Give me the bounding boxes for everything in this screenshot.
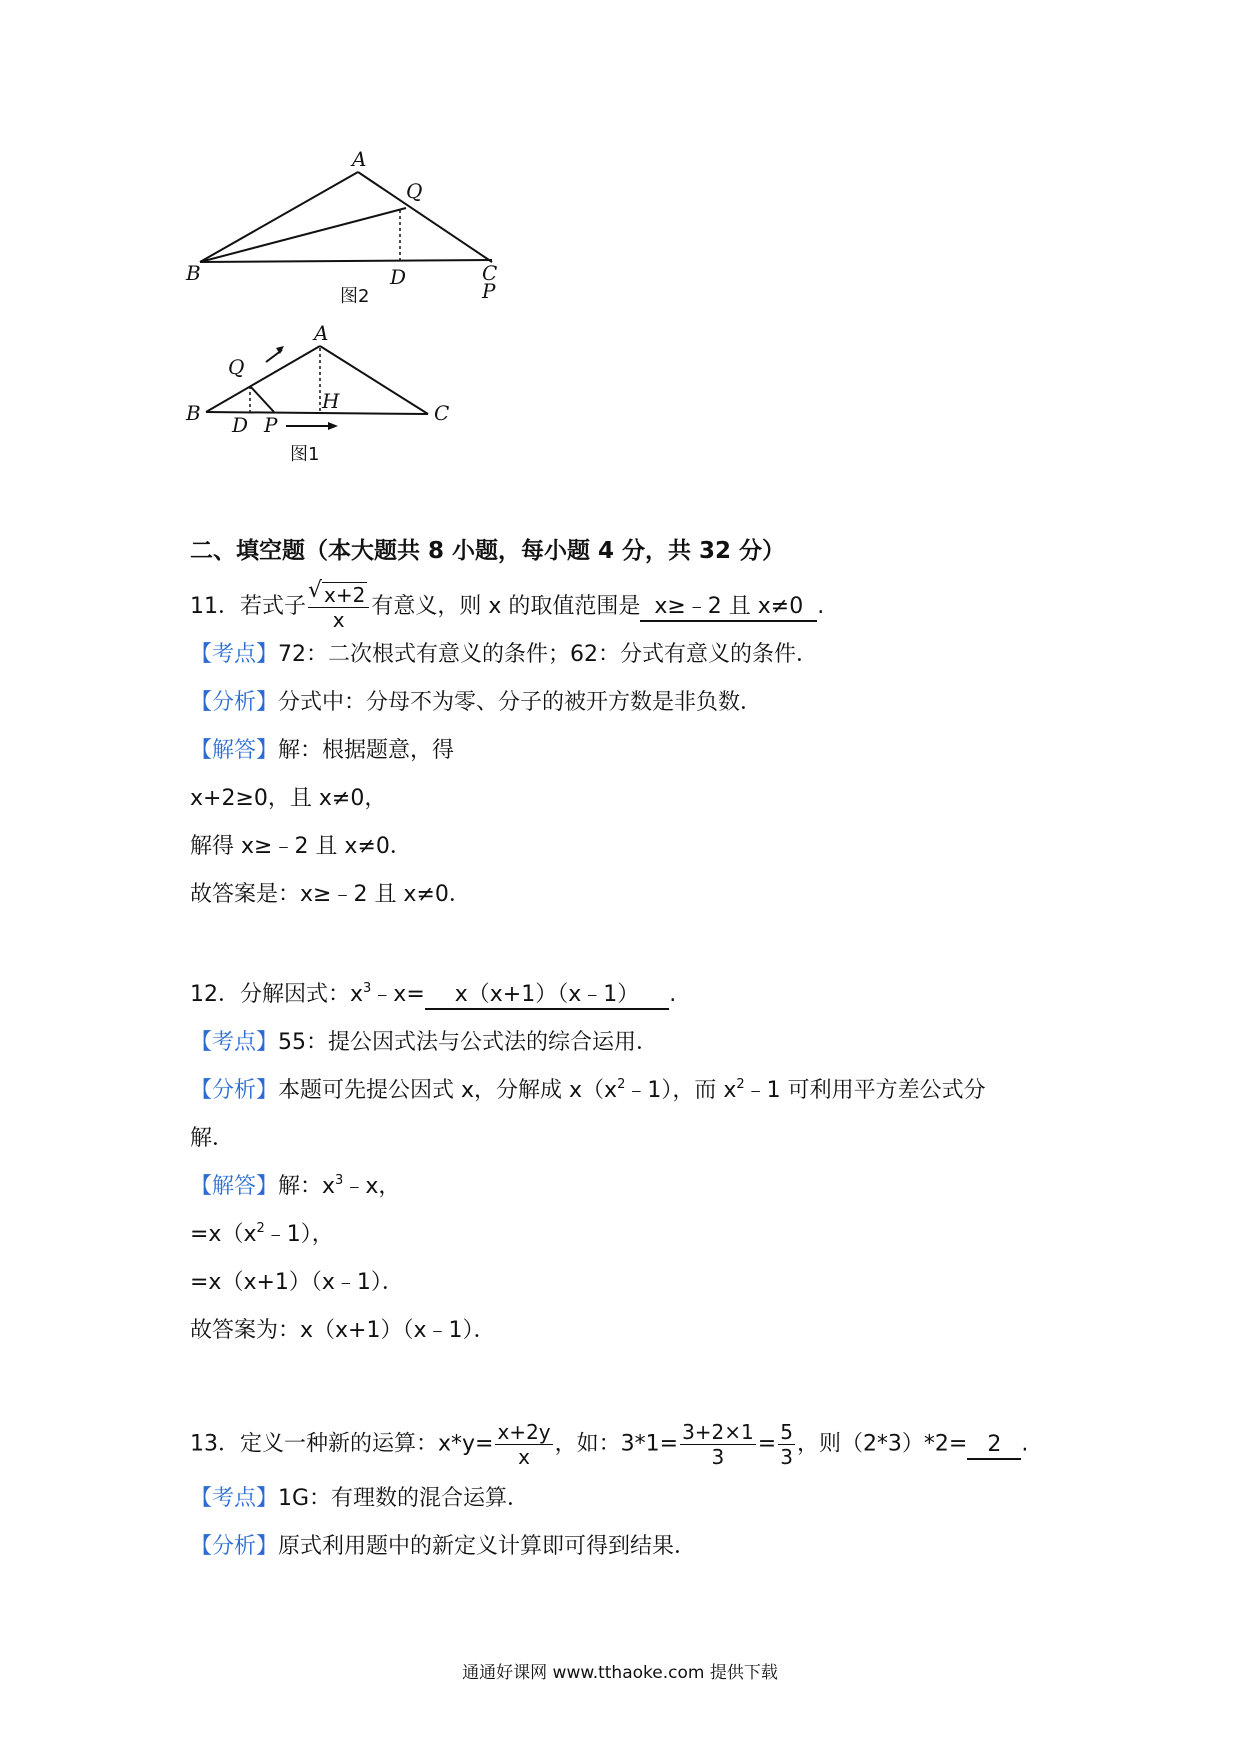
q12-final: 故答案为：x（x+1）（x﹣1）．	[190, 1318, 496, 1343]
label-c: C	[434, 401, 450, 425]
q13-mid2: =	[757, 1431, 777, 1457]
q12-fenxi-a: 本题可先提公因式 x，分解成 x（x	[278, 1078, 618, 1103]
q12-jieda-a: 解：x	[278, 1174, 336, 1199]
q13-end: .	[1021, 1431, 1029, 1457]
q12-question	[190, 980, 676, 1010]
q12-step1	[190, 1220, 334, 1250]
q13-result-fraction	[778, 1420, 795, 1469]
label-p: P	[264, 413, 278, 437]
q13-kaodian-text: 1G：有理数的混合运算．	[278, 1486, 530, 1511]
q12-jieda	[190, 1172, 400, 1202]
q12-step1-b: ﹣1），	[264, 1222, 334, 1247]
q12-kaodian-text: 55：提公因式法与公式法的综合运用．	[278, 1030, 659, 1055]
kaodian-tag: 【考点】	[190, 642, 279, 667]
label-q: Q	[228, 355, 245, 379]
q12-step1-sup: 2	[256, 1221, 265, 1236]
q12-jieda-b: ﹣x，	[343, 1174, 401, 1199]
jieda-tag: 【解答】	[190, 738, 279, 763]
q13-mid1: ，如：3*1=	[554, 1431, 679, 1457]
q11-question	[190, 582, 824, 632]
label-d: D	[390, 265, 407, 289]
label-b: B	[186, 401, 201, 425]
q13-res-num: 5	[780, 1420, 793, 1444]
q11-kaodian	[190, 640, 818, 670]
q13-def-num: x+2y	[497, 1420, 551, 1444]
q11-jieda-text: 解：根据题意，得	[278, 738, 455, 763]
q13-ex-den: 3	[711, 1445, 725, 1469]
q13-prefix: 13．定义一种新的运算：x*y=	[190, 1431, 494, 1457]
kaodian-tag: 【考点】	[190, 1486, 279, 1511]
q13-def-fraction	[495, 1420, 552, 1469]
label-b: B	[186, 261, 201, 285]
q11-step1: x+2≥0，且 x≠0，	[190, 786, 387, 811]
q12-sup: 3	[363, 981, 372, 996]
section-heading: 二、填空题（本大题共 8 小题，每小题 4 分，共 32 分）	[190, 538, 786, 564]
q13-fenxi-text: 原式利用题中的新定义计算即可得到结果．	[278, 1534, 697, 1559]
q12-step2: =x（x+1）（x﹣1）．	[190, 1270, 404, 1295]
q11-end: .	[817, 594, 825, 619]
figure-1	[180, 318, 480, 468]
fenxi-tag: 【分析】	[190, 1078, 279, 1103]
q11-jieda	[190, 736, 454, 766]
label-d: D	[232, 413, 249, 437]
q13-def-den: x	[518, 1445, 530, 1469]
q12-prefix-after: ﹣x=	[371, 982, 425, 1007]
label-c: C	[482, 261, 498, 285]
figure-2	[180, 150, 520, 310]
q11-fenxi	[190, 688, 762, 718]
q13-mid3: ，则（2*3）*2=	[796, 1431, 968, 1457]
jieda-tag: 【解答】	[190, 1174, 279, 1199]
q11-final: 故答案是：x≥﹣2 且 x≠0．	[190, 882, 471, 907]
q12-prefix: 12．分解因式：x	[190, 982, 364, 1007]
q12-fenxi-sup1: 2	[617, 1077, 626, 1092]
q11-middle: 有意义，则 x 的取值范围是	[371, 594, 641, 619]
q11-answer: x≥﹣2 且 x≠0	[640, 594, 817, 622]
q12-fenxi-b: ﹣1），而 x	[625, 1078, 737, 1103]
q12-jieda-sup: 3	[335, 1173, 344, 1188]
q12-fenxi-sup2: 2	[736, 1077, 745, 1092]
q13-fenxi	[190, 1532, 696, 1562]
q13-question	[190, 1420, 1028, 1469]
fenxi-tag: 【分析】	[190, 1534, 279, 1559]
figure-2-caption: 图2	[340, 286, 370, 307]
q11-kaodian-text: 72：二次根式有意义的条件；62：分式有意义的条件．	[278, 642, 819, 667]
fenxi-tag: 【分析】	[190, 690, 279, 715]
q13-answer: 2	[967, 1432, 1021, 1460]
q12-fenxi-cont: 解．	[190, 1126, 235, 1151]
kaodian-tag: 【考点】	[190, 1030, 279, 1055]
q12-step1-a: =x（x	[190, 1222, 257, 1247]
label-q: Q	[406, 179, 423, 203]
q13-example-fraction	[680, 1420, 756, 1469]
q12-fenxi-c: ﹣1 可利用平方差公式分	[744, 1078, 986, 1103]
q12-kaodian	[190, 1028, 658, 1058]
q11-fenxi-text: 分式中：分母不为零、分子的被开方数是非负数．	[278, 690, 763, 715]
q12-answer: x（x+1）（x﹣1）	[425, 982, 670, 1010]
q13-kaodian	[190, 1484, 529, 1514]
page-footer: 通通好课网 www.tthaoke.com 提供下载	[462, 1663, 778, 1683]
q11-denominator: x	[332, 608, 345, 632]
label-p: P	[482, 279, 496, 303]
q11-step2: 解得 x≥﹣2 且 x≠0．	[190, 834, 412, 859]
label-a: A	[352, 150, 367, 171]
q11-sqrt: √ x+2	[322, 582, 367, 607]
q11-prefix: 11．若式子	[190, 594, 306, 619]
q12-fenxi	[190, 1076, 986, 1106]
q13-ex-num: 3+2×1	[682, 1420, 754, 1444]
q12-end: .	[669, 982, 677, 1007]
figure-1-caption: 图1	[290, 444, 320, 465]
label-h: H	[322, 389, 340, 413]
label-a: A	[314, 321, 329, 345]
q13-res-den: 3	[780, 1445, 793, 1469]
q11-fraction	[308, 582, 369, 632]
